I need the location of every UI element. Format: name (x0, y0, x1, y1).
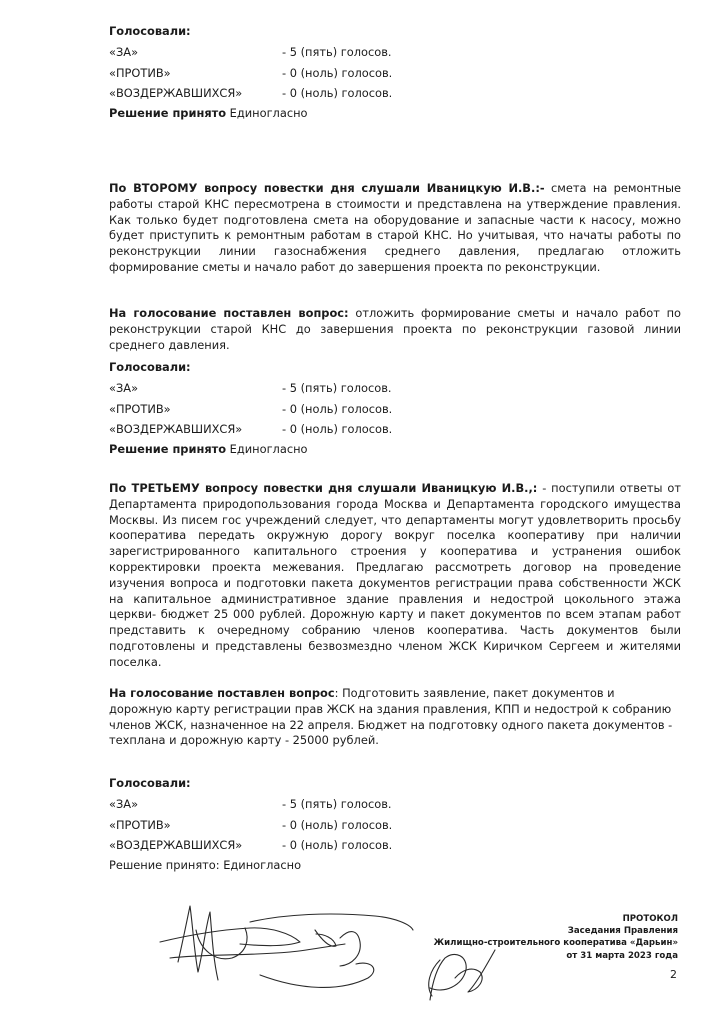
vote-value: - 0 (ноль) голосов. (282, 422, 393, 436)
page-number: 2 (670, 968, 677, 981)
footer-line: Жилищно-строительного кооператива «Дарьин» (433, 938, 678, 949)
vote-value: - 0 (ноль) голосов. (282, 66, 393, 80)
decision-bold: Решение принято (109, 442, 227, 456)
vote-label: «ВОЗДЕРЖАВШИХСЯ» (109, 838, 243, 852)
footer-line: от 31 марта 2023 года (566, 950, 678, 961)
vote-value: - 5 (пять) голосов. (282, 45, 392, 59)
decision-bold: Решение принято (109, 106, 227, 120)
vote-value: - 0 (ноль) голосов. (282, 402, 393, 416)
signature-stroke (340, 932, 360, 966)
vote-value: - 0 (ноль) голосов. (282, 838, 393, 852)
q3-lead: По ТРЕТЬЕМУ вопросу повестки дня слушали Иваницкую И.В.,: (109, 481, 538, 495)
vote-label: «ВОЗДЕРЖАВШИХСЯ» (109, 86, 243, 100)
vote-value: - 0 (ноль) голосов. (282, 86, 393, 100)
votes-heading-1: Голосовали: (109, 24, 191, 38)
vote-label: «ВОЗДЕРЖАВШИХСЯ» (109, 422, 243, 436)
vote-label: «ПРОТИВ» (109, 818, 171, 832)
q3-text: - поступили ответы от Департамента природопользования города Москва и Департамента городского имущества Москвы. Из писем гос учреждений следует, что департаменты могут удовлетворить просьбу кооператива передать окружную дорогу вокруг поселка кооперативу при наличии зарегистрированного капитального строения у кооператива и устранения ошибок корректировки проекта межевания. Предлагаю рассмотреть договор на проведение изучения вопроса и подготовки пакета документов регистрации права собственности ЖСК на капитальное административное здание правления и недострой цокольного этажа церкви- бюджет 25 000 рублей. Дорожную карту и пакет документов по всем этапам работ представить к очередному собранию членов кооператива. Часть документов были подготовлены и представлены безвозмездно членом ЖСК Киричком Сергеем и жителями поселка. (109, 481, 681, 669)
votes-heading-2: Голосовали: (109, 360, 191, 374)
vote-value: - 5 (пять) голосов. (282, 797, 392, 811)
vote-label: «ЗА» (109, 797, 139, 811)
signature-stroke (160, 928, 300, 946)
signature-stroke (260, 963, 374, 987)
decision-rest: Единогласно (226, 442, 308, 456)
q3-vote-question-text: : Подготовить заявление, пакет документов и дорожную карту регистрации прав ЖСК на здания правления, КПП и недострой к собранию членов ЖСК, назначенное на 22 апреля. Бюджет на подготовку одного пакета документов - техплана и дорожную карту - 25000 рублей. (109, 686, 673, 748)
signature-stroke (315, 930, 336, 946)
vote-label: «ЗА» (109, 45, 139, 59)
footer-line: Заседания Правления (567, 926, 678, 937)
q2-text: смета на ремонтные работы старой КНС пересмотрена в стоимости и представлена на утверждение правления. Как только будет подготовлена смета на оборудование и запасные части к насосу, можно будет приступить к ремонтным работам в старой КНС. Но учитывая, что начаты работы по реконструкции линии газоснабжения среднего давления, предлагаю отложить формирование сметы и начало работ до завершения проекта по реконструкции. (109, 181, 681, 274)
signature-stroke (170, 944, 345, 958)
q2-vote-question-text: отложить формирование сметы и начало работ по реконструкции старой КНС до завершения проекта по реконструкции газовой линии среднего давления. (109, 306, 682, 352)
protocol-footer (378, 913, 678, 962)
decision-rest: Единогласно (226, 106, 308, 120)
signature-stroke (178, 906, 218, 980)
vote-label: «ПРОТИВ» (109, 402, 171, 416)
vote-label: «ЗА» (109, 381, 139, 395)
q2-lead: По ВТОРОМУ вопросу повестки дня слушали Иваницкую И.В.:- (109, 181, 545, 195)
votes-heading-3: Голосовали: (109, 776, 191, 790)
q2-vote-question-bold: На голосование поставлен вопрос: (109, 306, 349, 320)
footer-line: ПРОТОКОЛ (622, 914, 678, 924)
vote-value: - 5 (пять) голосов. (282, 381, 392, 395)
q3-vote-question-bold: На голосование поставлен вопрос (109, 686, 335, 700)
vote-value: - 0 (ноль) голосов. (282, 818, 393, 832)
decision-3: Решение принято: Единогласно (109, 858, 302, 872)
vote-label: «ПРОТИВ» (109, 66, 171, 80)
